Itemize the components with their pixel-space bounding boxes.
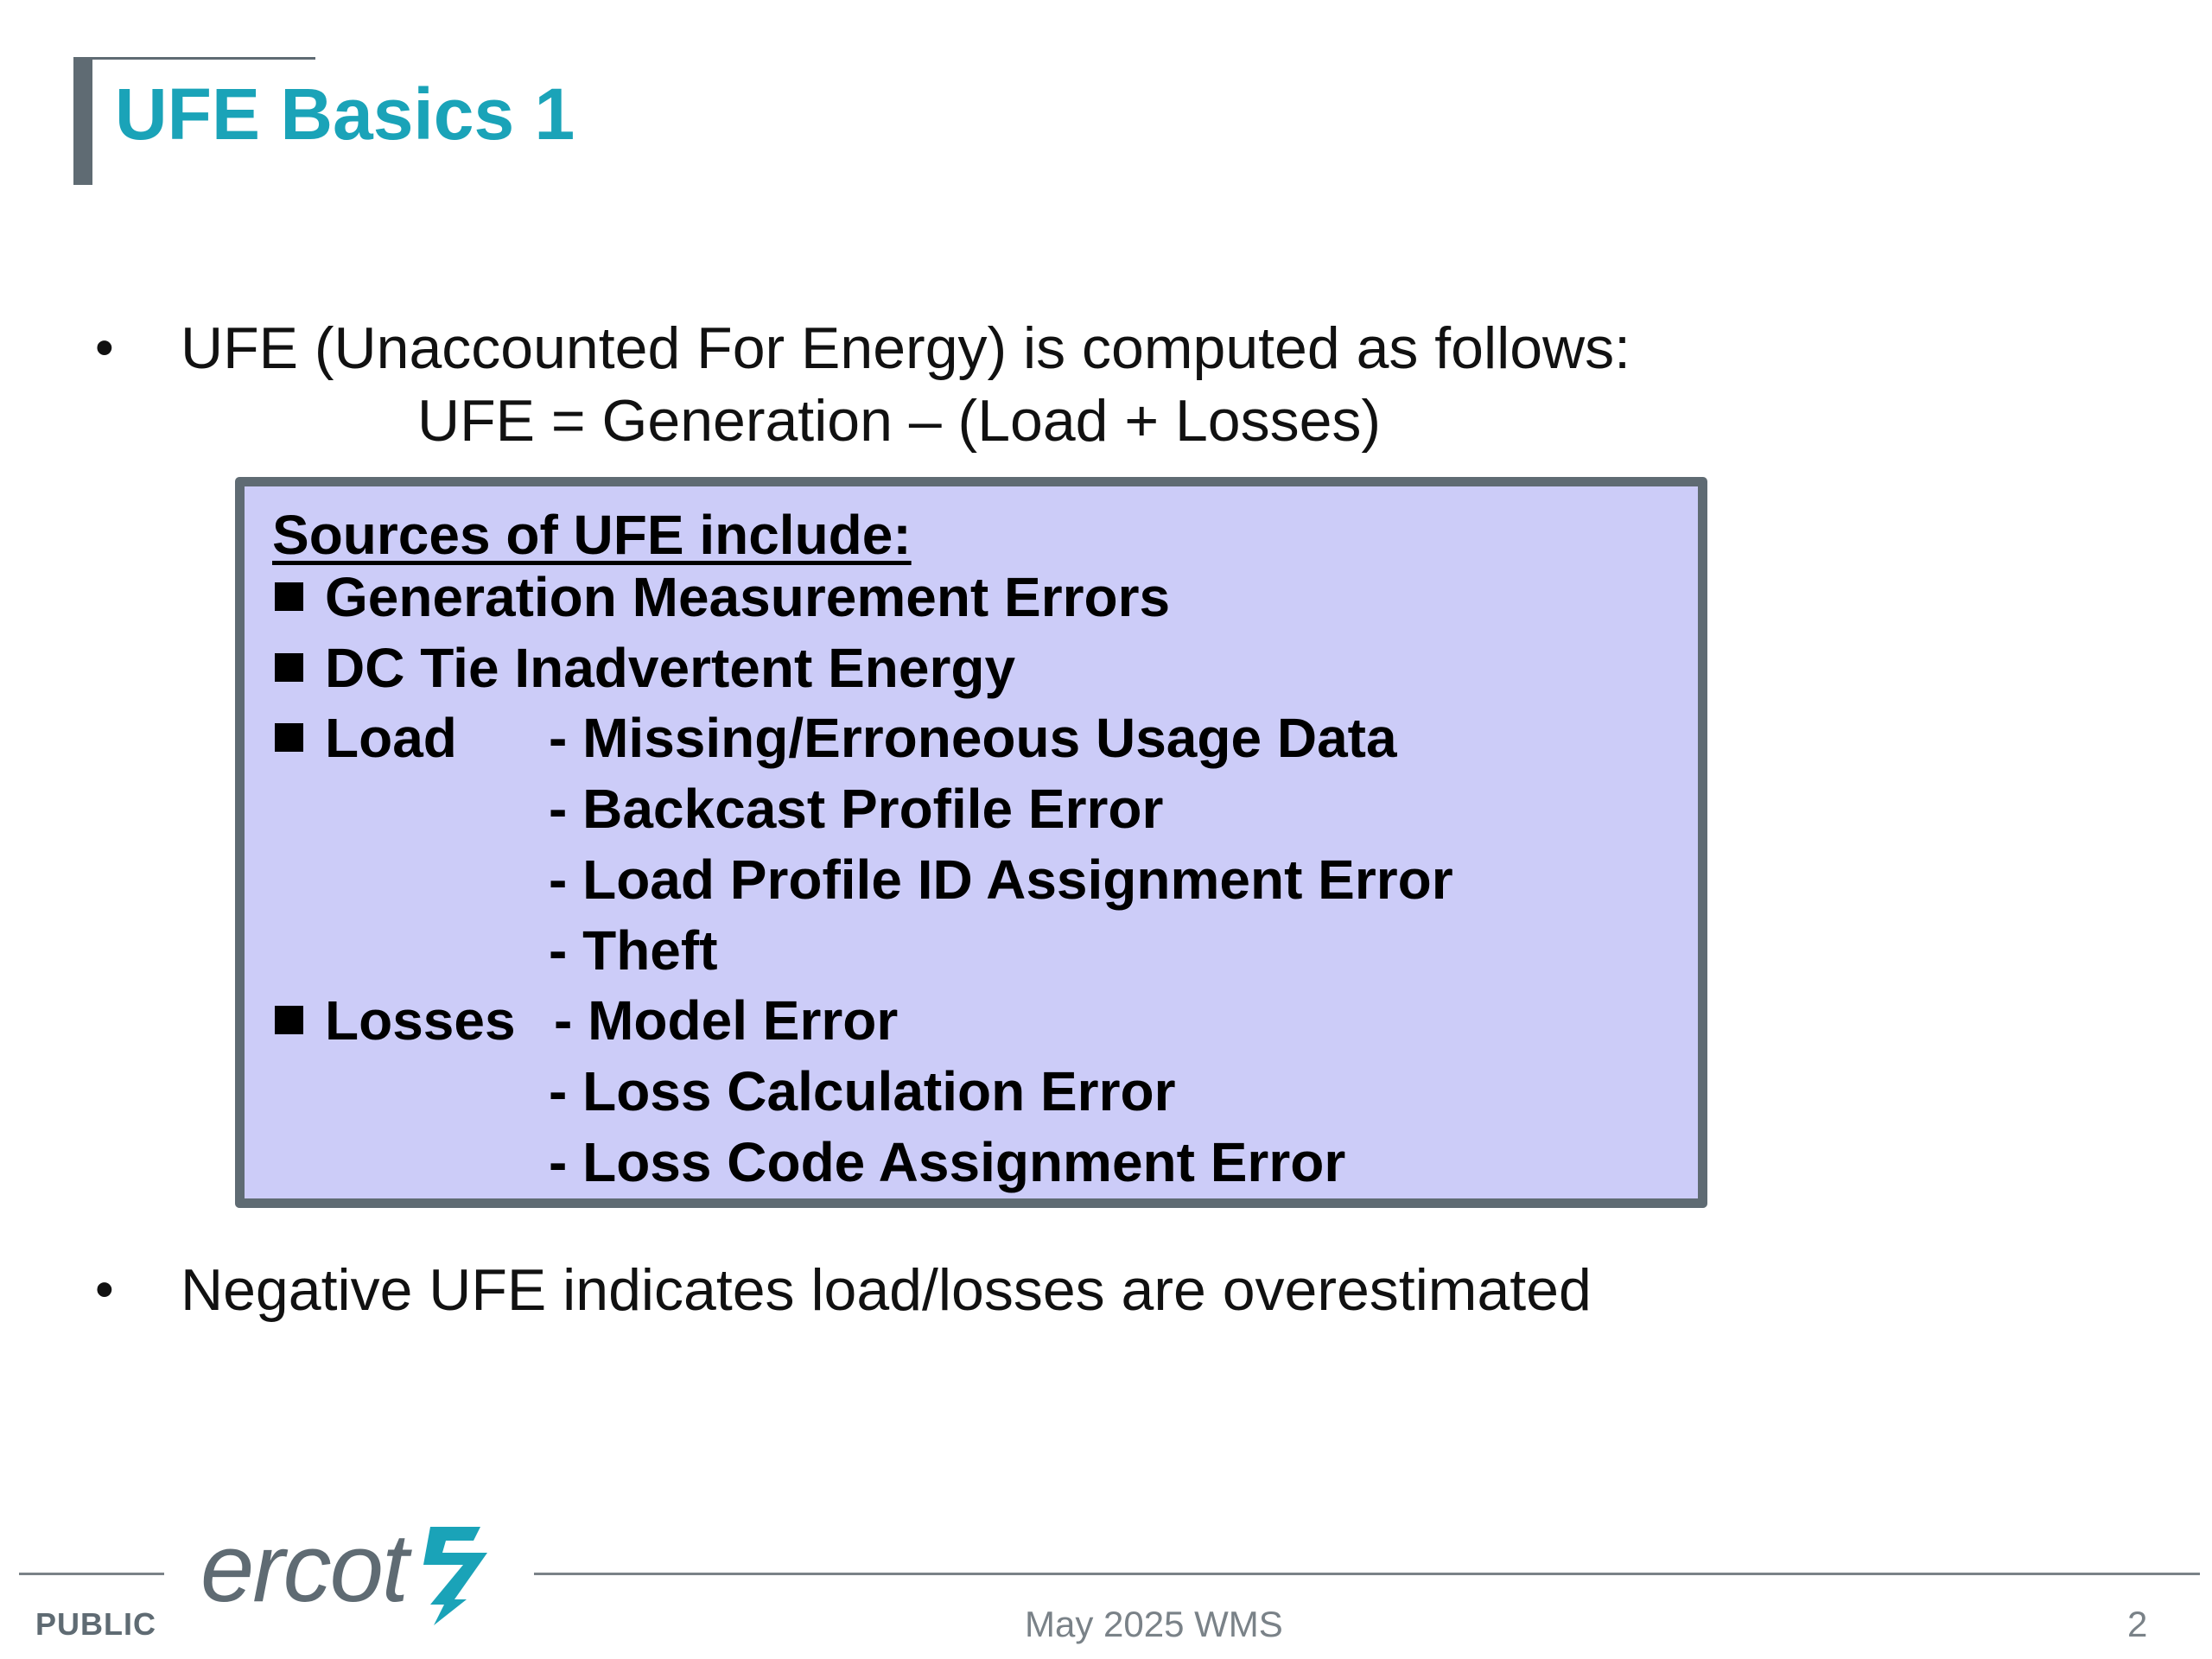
load-detail: - Load Profile ID Assignment Error: [549, 849, 1453, 911]
ufe-formula: UFE = Generation – (Load + Losses): [417, 388, 1382, 454]
classification-label: PUBLIC: [35, 1606, 156, 1642]
title-accent-line: [73, 57, 315, 60]
title-accent-bar: [73, 57, 92, 185]
sources-box: [235, 477, 1707, 1208]
square-bullet-icon: [275, 582, 303, 611]
load-detail: - Backcast Profile Error: [549, 778, 1164, 840]
losses-detail: - Loss Code Assignment Error: [549, 1131, 1346, 1193]
losses-detail: - Loss Calculation Error: [549, 1060, 1176, 1122]
source-generation: Generation Measurement Errors: [325, 566, 1171, 628]
square-bullet-icon: [275, 1006, 303, 1034]
bullet-marker: •: [95, 318, 114, 378]
lightning-bolt-icon: [404, 1522, 496, 1627]
footer-meeting-label: May 2025 WMS: [1025, 1604, 1283, 1644]
bullet-marker: •: [95, 1260, 114, 1319]
source-load: Load: [325, 707, 457, 769]
footer-divider-left: [19, 1573, 164, 1575]
ercot-logo-wordmark: ercot: [200, 1514, 407, 1622]
bullet-negative-ufe: Negative UFE indicates load/losses are overestimated: [181, 1257, 1592, 1323]
ercot-logo: [200, 1516, 494, 1629]
square-bullet-icon: [275, 723, 303, 752]
load-detail: - Theft: [549, 919, 718, 982]
losses-detail: - Model Error: [554, 989, 899, 1052]
source-losses: Losses: [325, 989, 516, 1052]
square-bullet-icon: [275, 653, 303, 682]
footer-divider-right: [534, 1573, 2200, 1575]
slide-title: UFE Basics 1: [115, 73, 575, 155]
bullet-ufe-definition: UFE (Unaccounted For Energy) is computed as follows:: [181, 315, 1631, 381]
source-dc-tie: DC Tie Inadvertent Energy: [325, 637, 1016, 699]
page-number: 2: [2127, 1604, 2148, 1644]
load-detail: - Missing/Erroneous Usage Data: [549, 707, 1397, 769]
sources-heading: Sources of UFE include:: [272, 504, 912, 566]
